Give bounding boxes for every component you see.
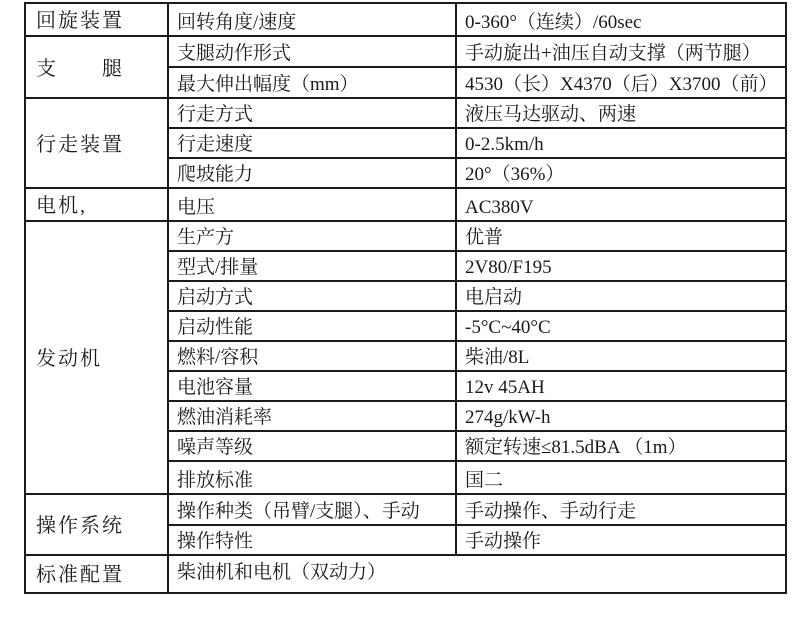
spec-value-cell: 手动操作、手动行走 bbox=[456, 494, 786, 525]
spec-name-cell: 噪声等级 bbox=[168, 431, 456, 461]
spec-value-cell: 12v 45AH bbox=[456, 371, 786, 401]
spec-value-cell: 4530（长）X4370（后）X3700（前） bbox=[456, 67, 786, 98]
spec-name-cell: 排放标准 bbox=[168, 461, 456, 494]
spec-name-cell: 最大伸出幅度（mm） bbox=[168, 67, 456, 98]
spec-table bbox=[24, 2, 787, 594]
spec-name-cell: 操作种类（吊臂/支腿）、手动 bbox=[168, 494, 456, 525]
spec-name-cell: 燃油消耗率 bbox=[168, 401, 456, 431]
spec-value-cell: 274g/kW-h bbox=[456, 401, 786, 431]
spec-name-cell: 爬坡能力 bbox=[168, 158, 456, 188]
spec-name-cell: 支腿动作形式 bbox=[168, 36, 456, 67]
spec-value-cell: 2V80/F195 bbox=[456, 251, 786, 281]
spec-value-cell: 国二 bbox=[456, 461, 786, 494]
spec-name-cell: 型式/排量 bbox=[168, 251, 456, 281]
spec-name-cell: 回转角度/速度 bbox=[168, 3, 456, 36]
spec-name-cell: 电池容量 bbox=[168, 371, 456, 401]
category-cell: 电机, bbox=[25, 188, 168, 221]
category-cell: 标准配置 bbox=[25, 555, 168, 593]
category-cell: 操作系统 bbox=[25, 494, 168, 555]
spec-name-cell: 行走方式 bbox=[168, 98, 456, 128]
category-cell: 回旋装置 bbox=[25, 3, 168, 36]
spec-name-cell: 启动方式 bbox=[168, 281, 456, 311]
spec-value-cell: 0-2.5km/h bbox=[456, 128, 786, 158]
spec-value-cell: 20°（36%） bbox=[456, 158, 786, 188]
spec-value-cell: 柴油/8L bbox=[456, 341, 786, 371]
spec-row bbox=[25, 36, 786, 67]
spec-value-cell: 优普 bbox=[456, 221, 786, 251]
spec-name-cell: 操作特性 bbox=[168, 525, 456, 555]
spec-row bbox=[25, 3, 786, 36]
spec-value-cell: 手动旋出+油压自动支撑（两节腿） bbox=[456, 36, 786, 67]
spec-row bbox=[25, 221, 786, 251]
spec-row bbox=[25, 188, 786, 221]
spec-value-cell: 电启动 bbox=[456, 281, 786, 311]
spec-name-cell: 生产方 bbox=[168, 221, 456, 251]
spec-name-cell: 启动性能 bbox=[168, 311, 456, 341]
spec-row bbox=[25, 98, 786, 128]
spec-value-cell: 柴油机和电机（双动力） bbox=[168, 555, 786, 593]
spec-name-cell: 燃料/容积 bbox=[168, 341, 456, 371]
category-cell: 行走装置 bbox=[25, 98, 168, 188]
spec-value-cell: AC380V bbox=[456, 188, 786, 221]
spec-value-cell: 额定转速≤81.5dBA （1m） bbox=[456, 431, 786, 461]
spec-value-cell: 液压马达驱动、两速 bbox=[456, 98, 786, 128]
spec-row bbox=[25, 555, 786, 593]
spec-name-cell: 行走速度 bbox=[168, 128, 456, 158]
spec-row bbox=[25, 494, 786, 525]
spec-name-cell: 电压 bbox=[168, 188, 456, 221]
spec-value-cell: -5°C~40°C bbox=[456, 311, 786, 341]
category-cell: 发动机 bbox=[25, 221, 168, 494]
spec-value-cell: 0-360°（连续）/60sec bbox=[456, 3, 786, 36]
spec-value-cell: 手动操作 bbox=[456, 525, 786, 555]
category-cell: 支 腿 bbox=[25, 36, 168, 98]
